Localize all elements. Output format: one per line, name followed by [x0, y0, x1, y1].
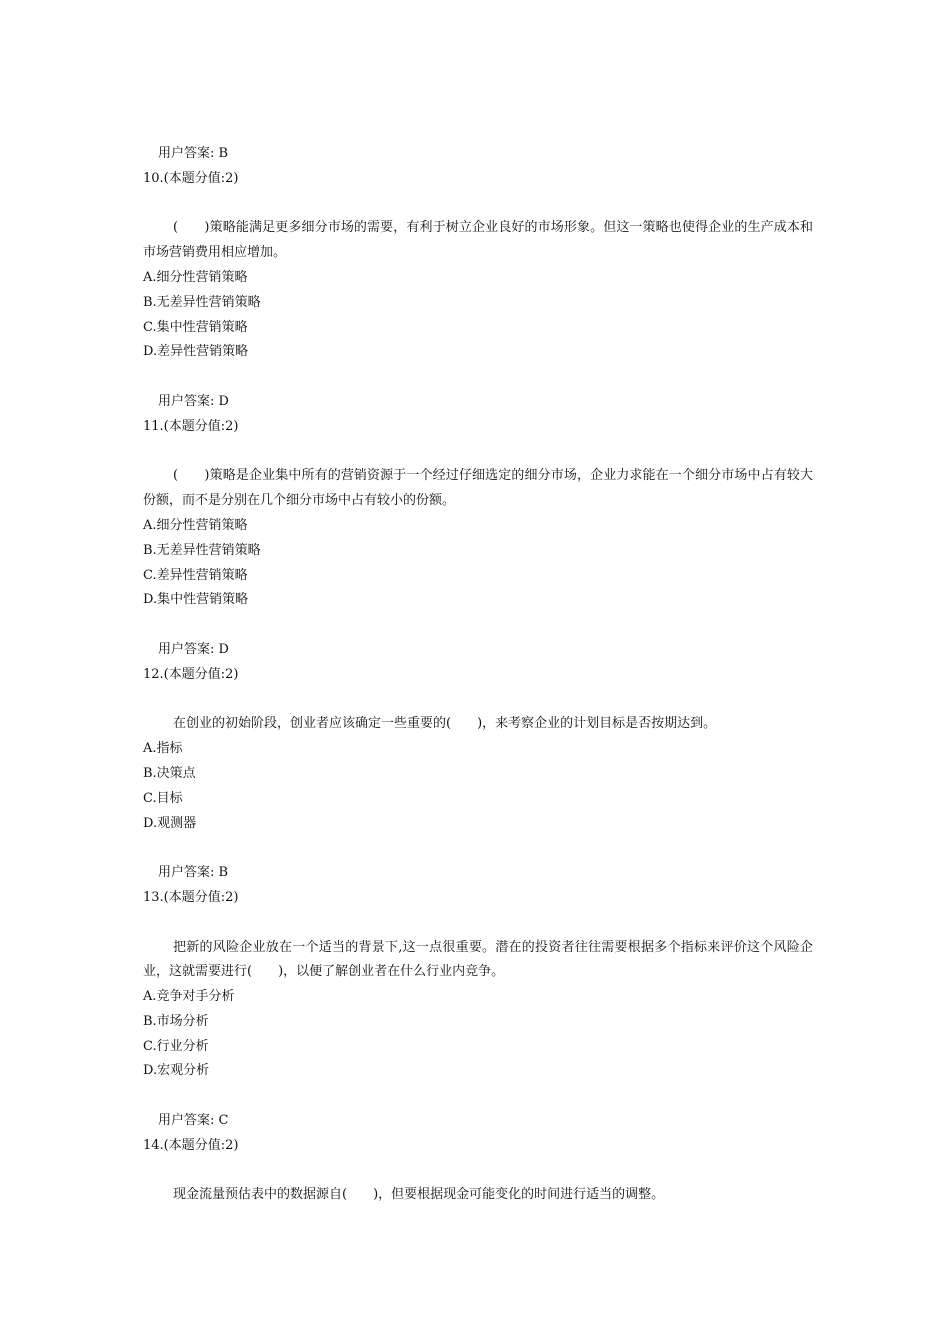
question-stem: ( )策略能满足更多细分市场的需要，有利于树立企业良好的市场形象。但这一策略也使得企业的生产成本和市场营销费用相应增加。 [143, 220, 813, 261]
document-body [143, 142, 813, 1208]
question-header: 14.(本题分值:2) [143, 1137, 239, 1153]
user-answer: 用户答案: B [158, 865, 229, 881]
user-answer: 用户答案: B [158, 146, 229, 161]
question-header: 10.(本题分值:2) [143, 170, 239, 186]
blank-line [143, 688, 813, 713]
answer-option: A.指标 [143, 741, 183, 757]
answer-option: D.集中性营销策略 [143, 592, 249, 608]
question-stem: 在创业的初始阶段，创业者应该确定一些重要的( )，来考察企业的计划目标是否按期达到。 [173, 716, 717, 732]
question-header: 11.(本题分值:2) [143, 418, 239, 434]
answer-option: A.细分性营销策略 [143, 517, 248, 533]
answer-option: B.无差异性营销策略 [143, 294, 261, 310]
blank-line [143, 1159, 813, 1184]
answer-option: B.无差异性营销策略 [143, 542, 261, 558]
blank-line [143, 1084, 813, 1109]
blank-line [143, 192, 813, 217]
answer-option: C.目标 [143, 790, 183, 806]
user-answer: 用户答案: C [158, 1113, 229, 1129]
answer-option: B.市场分析 [143, 1013, 209, 1029]
question-header: 13.(本题分值:2) [143, 889, 239, 905]
answer-option: B.决策点 [143, 765, 196, 781]
question-header: 12.(本题分值:2) [143, 666, 239, 682]
blank-line [143, 440, 813, 465]
question-stem: 把新的风险企业放在一个适当的背景下,这一点很重要。潜在的投资者往往需要根据多个指标来评价这个风险企业，这就需要进行( )，以便了解创业者在什么行业内竞争。 [143, 939, 813, 980]
answer-option: D.差异性营销策略 [143, 344, 249, 360]
answer-option: D.观测器 [143, 815, 197, 831]
answer-option: A.竞争对手分析 [143, 989, 235, 1005]
answer-option: D.宏观分析 [143, 1063, 210, 1079]
user-answer: 用户答案: D [158, 641, 229, 657]
question-stem: 现金流量预估表中的数据源自( )，但要根据现金可能变化的时间进行适当的调整。 [173, 1187, 665, 1203]
blank-line [143, 365, 813, 390]
blank-line [143, 836, 813, 861]
answer-option: C.差异性营销策略 [143, 567, 248, 583]
answer-option: C.行业分析 [143, 1038, 209, 1054]
question-stem: ( )策略是企业集中所有的营销资源于一个经过仔细选定的细分市场，企业力求能在一个细分市场中占有较大份额，而不是分别在几个细分市场中占有较小的份额。 [143, 468, 813, 509]
answer-option: C.集中性营销策略 [143, 319, 248, 335]
answer-option: A.细分性营销策略 [143, 269, 248, 285]
blank-line [143, 613, 813, 638]
user-answer: 用户答案: D [158, 393, 229, 409]
blank-line [143, 911, 813, 936]
